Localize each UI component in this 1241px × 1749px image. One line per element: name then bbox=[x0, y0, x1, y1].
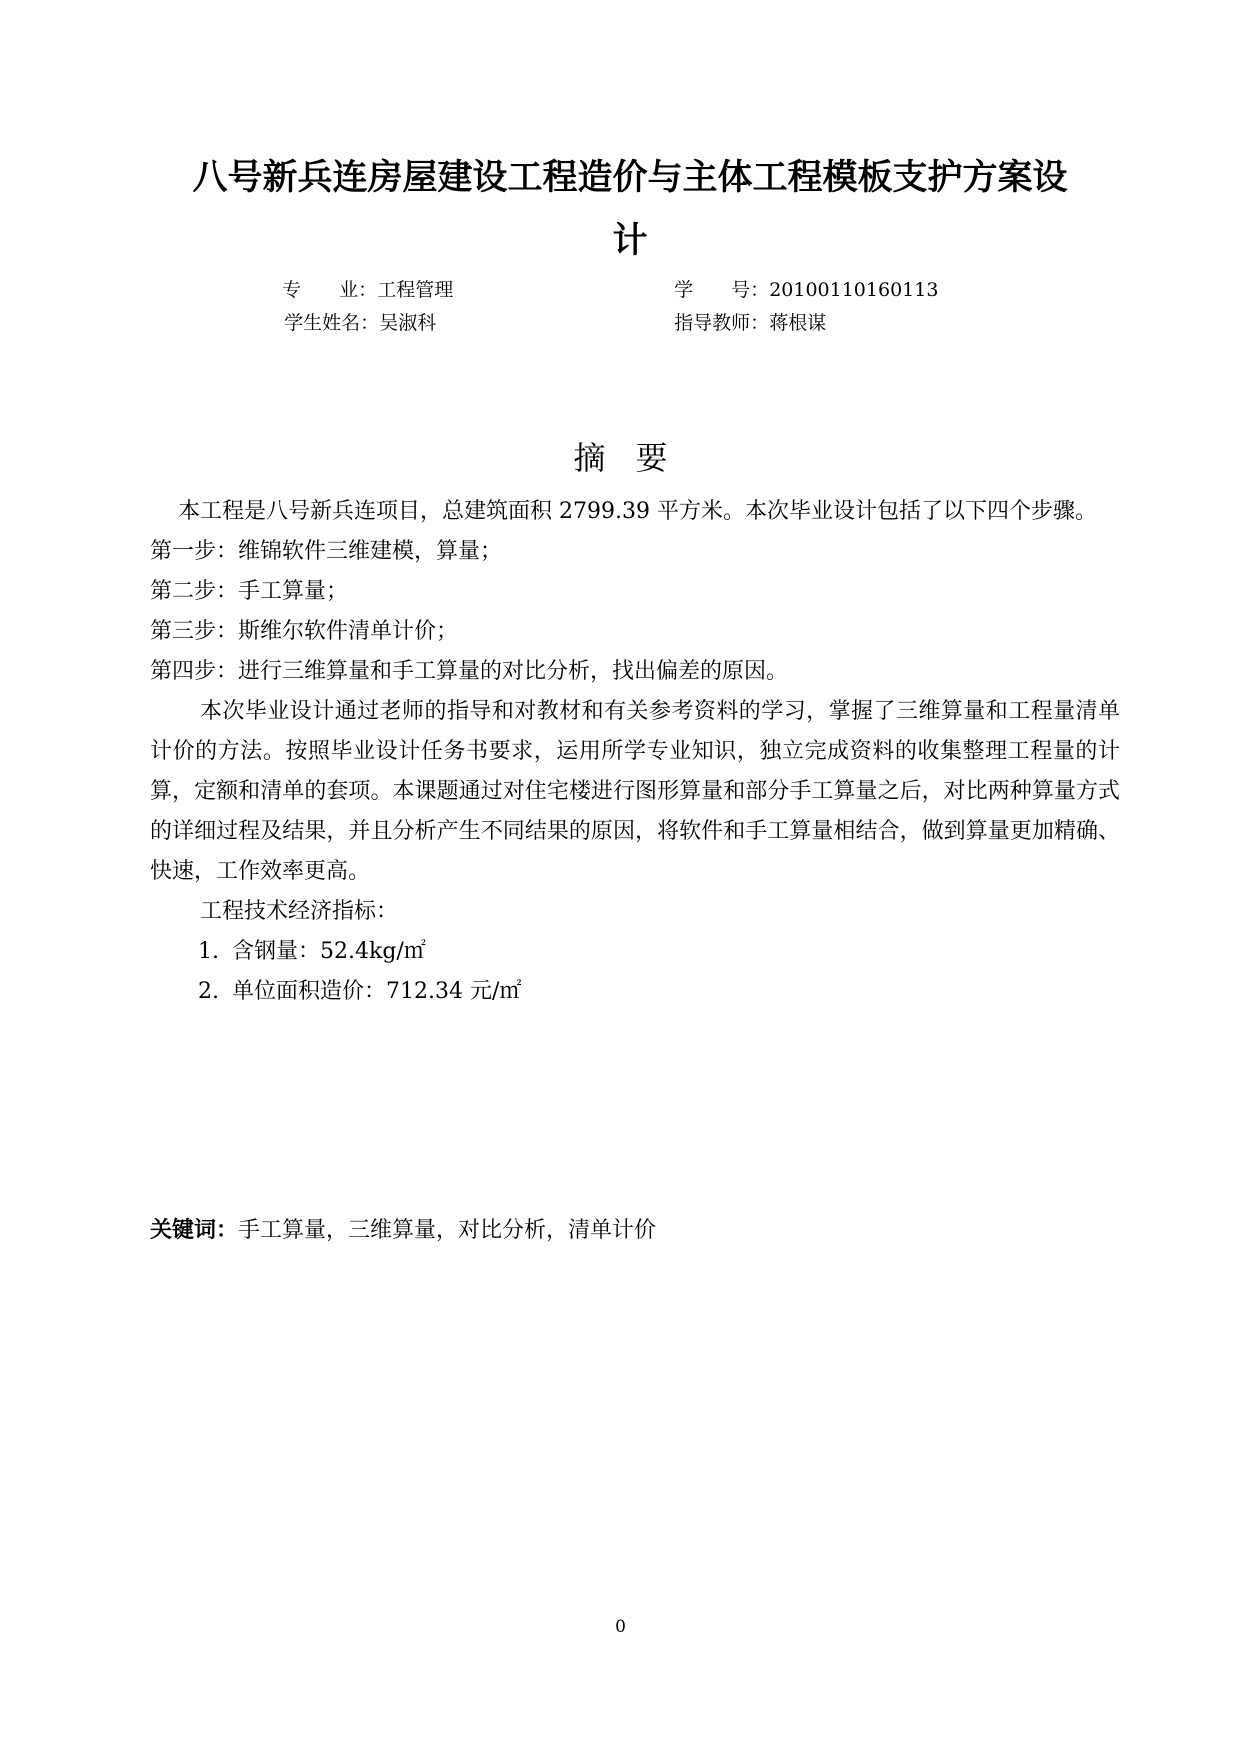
indicator-text: 单位面积造价：712.34 元/㎡ bbox=[232, 979, 522, 1004]
advisor-label: 指导教师： bbox=[674, 312, 770, 334]
indicator-text: 含钢量：52.4kg/㎡ bbox=[232, 939, 426, 964]
abstract-step-1: 第一步：维锦软件三维建模，算量； bbox=[150, 539, 503, 564]
student-name-value: 吴淑科 bbox=[379, 312, 437, 334]
indicators-heading: 工程技术经济指标： bbox=[200, 899, 399, 924]
indicator-item bbox=[198, 972, 1120, 1012]
abstract-step-2: 第二步：手工算量； bbox=[150, 579, 349, 604]
abstract-step-3: 第三步：斯维尔软件清单计价； bbox=[150, 619, 459, 644]
student-id-label: 学 号： bbox=[674, 279, 770, 301]
page-number: 0 bbox=[615, 1617, 626, 1637]
document-title-line1: 八号新兵连房屋建设工程造价与主体工程模板支护方案设 bbox=[192, 158, 1068, 198]
indicator-number: 1. bbox=[198, 939, 219, 964]
indicator-number: 2. bbox=[198, 979, 219, 1004]
document-title-line2: 计 bbox=[612, 221, 648, 261]
abstract-body bbox=[150, 492, 1120, 1012]
abstract-step-4: 第四步：进行三维算量和手工算量的对比分析，找出偏差的原因。 bbox=[150, 659, 789, 684]
abstract-intro: 本工程是八号新兵连项目，总建筑面积 2799.39 平方米。本次毕业设计包括了以下四个步骤。 bbox=[178, 499, 1097, 524]
keywords-value: 手工算量，三维算量，对比分析，清单计价 bbox=[238, 1218, 657, 1243]
keywords-label: 关键词： bbox=[150, 1218, 239, 1243]
major-label: 专 业： bbox=[282, 279, 378, 301]
advisor-info bbox=[650, 286, 826, 357]
indicator-item bbox=[198, 932, 1120, 972]
student-name-info bbox=[260, 286, 436, 357]
student-id-value: 20100110160113 bbox=[769, 279, 939, 301]
advisor-value: 蒋根谋 bbox=[769, 312, 827, 334]
keywords-line bbox=[150, 1213, 656, 1244]
student-name-label: 学生姓名： bbox=[284, 312, 380, 334]
abstract-paragraph-2: 本次毕业设计通过老师的指导和对教材和有关参考资料的学习，掌握了三维算量和工程量清单计价的方法。按照毕业设计任务书要求，运用所学专业知识，独立完成资料的收集整理工程量的计算，定额和清单的套项。本课题通过对住宅楼进行图形算量和部分手工算量之后，对比两种算量方式的详细过程及结果，并且分析产生不同结果的原因，将软件和手工算量相结合，做到算量更加精确、快速，工作效率更高。 bbox=[150, 699, 1120, 884]
abstract-heading: 摘要 bbox=[573, 439, 698, 477]
major-value: 工程管理 bbox=[377, 279, 454, 301]
